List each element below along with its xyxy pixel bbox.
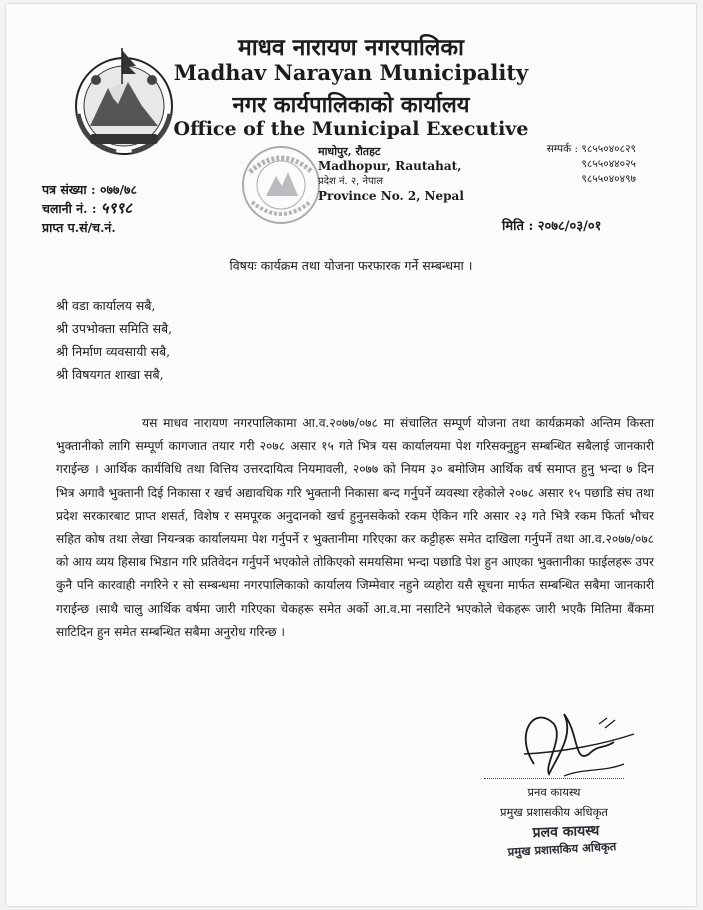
province-np: प्रदेश नं. २, नेपाल	[318, 176, 384, 187]
chalani-value: ५९९८	[100, 199, 132, 217]
recipient-item: श्री निर्माण व्यवसायी सबै,	[56, 344, 171, 359]
municipality-title-np: माधव नारायण नगरपालिका	[237, 34, 465, 61]
letter-body: यस माधव नारायण नगरपालिकामा आ.व.२०७७/०७८ मा संचालित सम्पूर्ण योजना तथा कार्यक्रमको अन्तिम किस्ता भुक्तानीको लागि सम्पूर्ण कागजात तयार गरी २०७८ असार १५ गते भित्र यस कार्यालयमा पेश गरिसक्नुहुन सम्बन्धित सबैलाई जानकारी गराईन्छ । आर्थिक कार्यविधि तथा वित्तिय उत्तरदायित्व नियमावली, २०७७ को नियम ३० बमोजिम आर्थिक वर्ष समाप्त हुनु भन्दा ७ दिन भित्र अगावै भुक्तानी दिई निकासा र खर्च अद्यावधिक गरि भुक्तानी निकासा बन्द गर्नुपर्ने व्यवस्था रहेकोले २०७८ असार १५ पछाडि संघ तथा प्रदेश सरकारबाट प्राप्त शसर्त, विशेष र समपूरक अनुदानको खर्च हुनुनसकेको रकम ऐकिन गरि असार २३ गते भित्रै रकम फिर्ता भौचर सहित कोष तथा लेखा नियन्त्रक कार्यालयमा पेश गर्नुपर्ने र भुक्तानीमा गरिएका कर कट्टीहरू समेत दाखिला गर्नुपर्ने तथा आ.व.२०७७/०७८ को आय व्यय हिसाब भिडान गरि प्रतिवेदन गर्नुपर्ने भएकोले तोकिएको समयसिमा भन्दा पछाडि पेश हुन आएका भुक्तानीका फाईलहरू उपर कुनै पनि कारवाही नगरिने र सो सम्बन्धमा नगरपालिकाको कार्यालय जिम्मेवार नहुने व्यहोरा यसै सूचना मार्फत सम्बन्धित सबैमा जानकारी गराईन्छ ।साथै चालु आर्थिक वर्षमा जारी गरिएका चेकहरू समेत अर्को आ.व.मा नसाटिने भएकोले चेकहरू जारी भएकै मितिमा बैंकमा साटिदिन हुन समेत सम्बन्धित सबैमा अनुरोध गरिन्छ ।	[56, 416, 654, 639]
province-en: Province No. 2, Nepal	[318, 189, 464, 203]
phone-3: ९८५५०४०४९७	[581, 173, 636, 185]
phone-2: ९८५५०४४०२५	[581, 158, 636, 170]
letter-page	[6, 4, 696, 906]
signature-line	[484, 778, 624, 779]
address-np: माधोपुर, रौतहट	[318, 145, 381, 158]
address-block	[318, 144, 478, 204]
letter-subject: विषयः कार्यक्रम तथा योजना फरफारक गर्ने सम्बन्धमा ।	[229, 258, 473, 273]
letter-date: मिति : २०७८/०३/०१	[502, 219, 602, 234]
recipient-item: श्री वडा कार्यालय सबै,	[56, 298, 156, 313]
prapta-label: प्राप्त प.सं/च.नं.	[42, 220, 116, 235]
contact-block	[506, 142, 636, 187]
office-title-en: Office of the Municipal Executive	[173, 118, 529, 140]
signatory-designation: प्रमुख प्रशासकीय अधिकृत	[500, 805, 608, 819]
office-seal-icon	[238, 142, 324, 228]
handwritten-signature-icon	[504, 694, 644, 794]
contact-label: सम्पर्क :	[546, 143, 579, 155]
stamp-name: प्रलव कायस्थ	[532, 822, 600, 842]
chalani-label: चलानी नं. :	[42, 201, 97, 216]
address-en: Madhopur, Rautahat,	[318, 159, 462, 173]
municipality-title-en: Madhav Narayan Municipality	[173, 60, 529, 85]
recipient-item: श्री विषयगत शाखा सबै,	[56, 367, 164, 382]
signatory-name: प्रनव कायस्थ	[527, 785, 581, 799]
stamp-designation: प्रमुख प्रशासकिय अधिकृत	[507, 839, 617, 859]
recipient-item: श्री उपभोक्ता समिति सबै,	[56, 321, 173, 336]
recipients-list	[56, 294, 316, 386]
signatory-block	[466, 782, 642, 822]
phone-1: ९८५५०४०८२९	[581, 143, 636, 155]
patra-sankhya-label: पत्र संख्या :	[42, 182, 96, 197]
office-title-np: नगर कार्यपालिकाको कार्यालय	[232, 92, 470, 118]
patra-sankhya-value: ०७७/७८	[99, 182, 138, 197]
reference-block	[42, 180, 222, 237]
